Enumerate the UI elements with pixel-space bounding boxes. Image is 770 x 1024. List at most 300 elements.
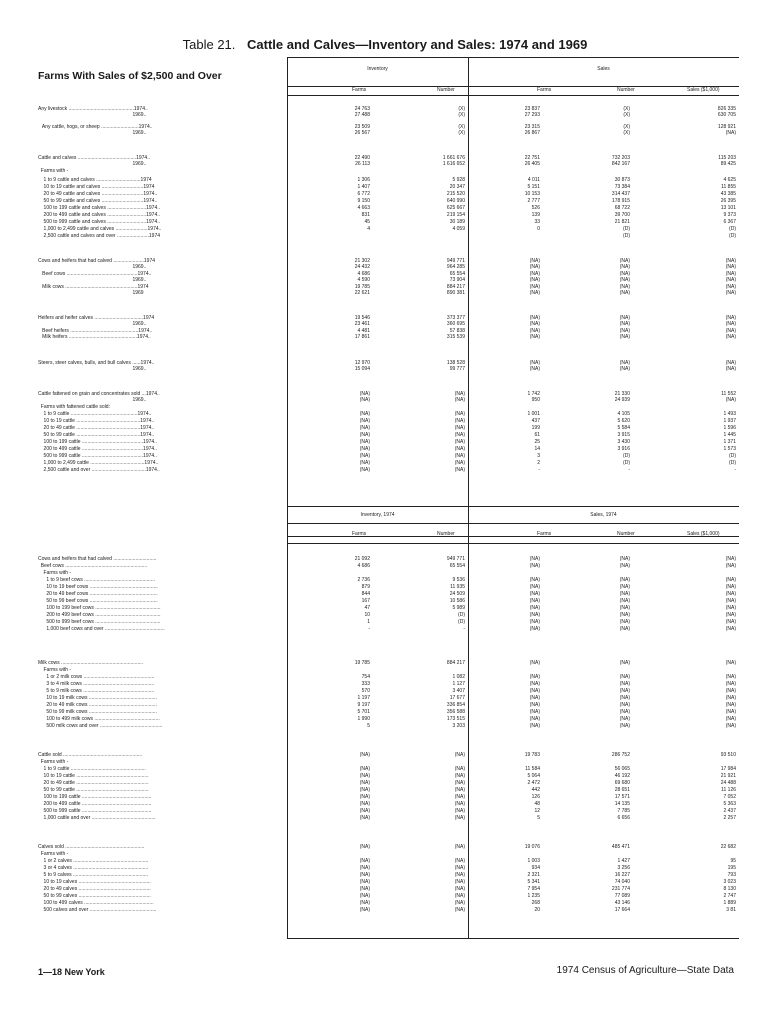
cell-sales-number: 68 722 [614,205,630,211]
row-label: 100 to 199 cattle .................................................. [38,794,152,800]
cell-sales-number: 178 915 [611,198,630,204]
cell-inventory-number: 24 509 [449,591,465,597]
cell-sales-value: 11 552 [721,391,736,397]
cell-inventory-farms: (NA) [359,801,370,807]
cell-sales-number: 17 571 [614,794,630,800]
row-label: 2,500 cattle and over .......................................1974.. [38,467,160,473]
cell-inventory-farms: (NA) [359,815,370,821]
row-label: 1969.. [38,397,147,403]
cell-sales-value: 95 [730,858,736,864]
cell-sales-farms: (NA) [529,688,540,694]
col-divider [287,58,288,536]
cell-sales-value: 4 625 [723,177,736,183]
cell-sales-value: 9 373 [723,212,736,218]
cell-inventory-number: (NA) [454,787,465,793]
cell-sales-number: 43 146 [614,900,630,906]
row-label: Any livestock ...............................................1974.. [38,106,148,112]
cell-inventory-number: 5 928 [452,177,465,183]
row-label: 5 to 9 milk cows ................................................... [38,688,155,694]
cell-sales-number: (NA) [619,556,630,562]
cell-sales-value: (NA) [725,563,736,569]
cell-inventory-number: 1 661 676 [442,155,465,161]
cell-inventory-number: 173 515 [446,716,465,722]
cell-inventory-farms: (NA) [359,844,370,850]
cell-sales-number: 69 680 [614,780,630,786]
row-label: 1 or 2 milk cows ................................................... [38,674,155,680]
cell-inventory-farms: 26 567 [354,130,370,136]
cell-sales-value: 115 203 [718,155,736,161]
cell-inventory-number: (NA) [454,780,465,786]
cell-sales-value: 8 130 [723,886,736,892]
cell-sales-farms: 27 293 [524,112,540,118]
cell-sales-number: (X) [623,112,630,118]
cell-sales-farms: 3 [537,453,540,459]
cell-inventory-number: 73 904 [449,277,465,283]
cell-sales-number: (NA) [619,688,630,694]
cell-inventory-number: 1 082 [452,674,465,680]
cell-sales-number: 4 105 [617,411,630,417]
cell-inventory-farms: 24 763 [354,106,370,112]
cell-sales-number: (NA) [619,702,630,708]
row-label: 1969.. [38,161,147,167]
cell-sales-farms: 23 837 [524,106,540,112]
cell-sales-farms: (NA) [529,264,540,270]
col-sales-value: Sales ($1,000) [687,531,720,537]
cell-sales-number: (X) [623,106,630,112]
cell-sales-farms: 2 472 [527,780,540,786]
cell-inventory-farms: (NA) [359,752,370,758]
cell-sales-farms: (NA) [529,328,540,334]
cell-sales-value: 13 101 [720,205,736,211]
cell-sales-value: (NA) [725,674,736,680]
row-label: 10 to 19 milk cows ................................................. [38,695,157,701]
cell-sales-number: (D) [623,226,630,232]
cell-sales-farms: 139 [531,212,540,218]
row-label: 200 to 499 cattle and calves ............................1974.. [38,212,161,218]
row-label: 1969.. [38,130,147,136]
cell-sales-value: 11 126 [721,787,736,793]
cell-sales-number: 3 916 [617,446,630,452]
cell-sales-value: (NA) [725,702,736,708]
cell-sales-farms: (NA) [529,612,540,618]
cell-sales-farms: 950 [531,397,540,403]
cell-sales-number: (NA) [619,695,630,701]
cell-inventory-farms: (NA) [359,794,370,800]
cell-inventory-number: 1 127 [452,681,465,687]
cell-sales-value: 1 596 [723,425,736,431]
col-farms: Farms [352,531,367,537]
row-label: 10 to 19 calves .................................................... [38,879,151,885]
cell-inventory-farms: (NA) [359,900,370,906]
cell-sales-farms: - [538,467,540,473]
cell-inventory-number: 640 990 [446,198,465,204]
cell-sales-number: (NA) [619,619,630,625]
cell-inventory-number: 315 539 [446,334,465,340]
cell-inventory-farms: 4 663 [357,205,370,211]
cell-sales-number: - [628,467,630,473]
cell-sales-number: (NA) [619,563,630,569]
col-divider [468,58,469,536]
cell-sales-farms: 934 [531,865,540,871]
cell-sales-farms: 126 [531,794,540,800]
cell-inventory-farms: (NA) [359,893,370,899]
cell-inventory-number: (NA) [454,391,465,397]
cell-sales-value: (NA) [725,366,736,372]
cell-sales-farms: (NA) [529,334,540,340]
cell-sales-number: 56 065 [614,766,630,772]
row-label: 1 to 9 cattle ...................................................... [38,766,146,772]
cell-sales-farms: 1 003 [527,858,540,864]
row-label: Beef cows ........................................................... [38,563,148,569]
cell-inventory-number: (NA) [454,446,465,452]
cell-inventory-number: 215 520 [446,191,465,197]
cell-sales-farms: (NA) [529,277,540,283]
cell-inventory-number: 1 616 652 [442,161,465,167]
cell-sales-farms: (NA) [529,591,540,597]
cell-inventory-farms: 19 785 [354,284,370,290]
cell-sales-number: (NA) [619,674,630,680]
cell-inventory-number: 57 838 [449,328,465,334]
row-label: Farms with - [38,667,72,673]
cell-inventory-number: (X) [458,112,465,118]
cell-sales-farms: 48 [534,801,540,807]
cell-inventory-number: 4 059 [452,226,465,232]
cell-sales-farms: 26 405 [524,161,540,167]
cell-inventory-number: 949 771 [446,258,465,264]
cell-sales-farms: 22 751 [524,155,540,161]
cell-sales-value: 7 052 [723,794,736,800]
cell-sales-farms: 19 076 [524,844,540,850]
row-label: 500 to 999 cattle .................................................. [38,808,152,814]
row-label: 20 to 49 cattle .................................................... [38,780,149,786]
cell-sales-farms: (NA) [529,716,540,722]
cell-sales-value: (NA) [725,619,736,625]
cell-sales-farms: (NA) [529,584,540,590]
cell-sales-number: 3 915 [617,432,630,438]
cell-sales-farms: 10 153 [524,191,540,197]
cell-inventory-number: 884 217 [446,284,465,290]
row-label: 10 to 19 cattle and calves ..............................1974 [38,184,155,190]
cell-sales-value: 1 937 [723,418,736,424]
cell-inventory-number: 5 989 [452,605,465,611]
cell-inventory-number: (NA) [454,453,465,459]
cell-sales-farms: 7 954 [527,886,540,892]
row-label: 100 to 499 milk cows ............................................... [38,716,160,722]
cell-inventory-farms: 12 970 [354,360,370,366]
cell-inventory-number: (D) [458,612,465,618]
cell-inventory-number: 17 677 [449,695,465,701]
cell-inventory-farms: (NA) [359,787,370,793]
cell-sales-value: (D) [729,233,736,239]
cell-sales-value: (NA) [725,321,736,327]
cell-inventory-farms: 4 [367,226,370,232]
cell-inventory-number: (D) [458,619,465,625]
cell-inventory-number: 964 285 [446,264,465,270]
cell-inventory-number: 3 203 [452,723,465,729]
cell-sales-value: 1 445 [723,432,736,438]
cell-sales-number: 286 752 [611,752,630,758]
row-label: 1,000 beef cows and over ........................................... [38,626,165,632]
cell-sales-value: 1 493 [723,411,736,417]
cell-inventory-farms: 333 [361,681,370,687]
cell-sales-number: (D) [623,460,630,466]
cell-sales-number: (NA) [619,315,630,321]
cell-inventory-farms: 15 094 [354,366,370,372]
col-sales-value: Sales ($1,000) [687,87,720,93]
row-label: 500 to 999 cattle ............................................1974.. [38,453,157,459]
cell-sales-farms: (NA) [529,695,540,701]
cell-sales-value: (NA) [725,277,736,283]
cell-sales-number: (NA) [619,584,630,590]
cell-inventory-number: (NA) [454,432,465,438]
row-label: 1,000 to 2,499 cattle and calves .......................1974.. [38,226,162,232]
cell-sales-value: (NA) [725,328,736,334]
cell-sales-farms: (NA) [529,598,540,604]
row-label: 3 to 4 milk cows ................................................... [38,681,155,687]
row-label: Heifers and heifer calves ...................................1974 [38,315,155,321]
cell-sales-value: 22 682 [720,844,736,850]
row-label: 3 or 4 calves ...................................................... [38,865,149,871]
row-label: 10 to 19 cattle .................................................... [38,773,149,779]
row-label: 1969.. [38,277,147,283]
cell-sales-value: (NA) [725,612,736,618]
cell-sales-number: (NA) [619,709,630,715]
cell-inventory-farms: 1 306 [357,177,370,183]
cell-sales-farms: (NA) [529,681,540,687]
cell-inventory-number: (NA) [454,801,465,807]
cell-sales-farms: 2 [537,460,540,466]
row-label: 50 to 99 milk cows ................................................. [38,709,157,715]
cell-inventory-farms: 23 509 [354,124,370,130]
cell-sales-value: 826 335 [717,106,736,112]
row-label: 100 to 199 beef cows ............................................... [38,605,161,611]
cell-inventory-number: (X) [458,124,465,130]
cell-inventory-number: (NA) [454,872,465,878]
row-label: 20 to 49 calves .................................................... [38,886,151,892]
row-label: Farms with - [38,570,72,576]
cell-inventory-number: 3 407 [452,688,465,694]
cell-sales-number: (NA) [619,334,630,340]
cell-sales-farms: (NA) [529,619,540,625]
row-label: 1969.. [38,321,147,327]
cell-sales-farms: (NA) [529,702,540,708]
cell-inventory-farms: (NA) [359,766,370,772]
cell-sales-value: 1 889 [723,900,736,906]
cell-inventory-farms: (NA) [359,411,370,417]
cell-inventory-number: 30 189 [449,219,465,225]
cell-inventory-farms: (NA) [359,453,370,459]
cell-inventory-farms: 6 772 [357,191,370,197]
table-subtitle: Farms With Sales of $2,500 and Over [38,70,222,82]
cell-inventory-farms: (NA) [359,907,370,913]
cell-sales-number: (NA) [619,284,630,290]
header-rule [287,523,739,524]
row-label: 500 calves and over ................................................ [38,907,157,913]
cell-sales-farms: (NA) [529,556,540,562]
row-label: 200 to 499 cattle ............................................1974.. [38,446,157,452]
col-number: Number [437,87,455,93]
table-title: Cattle and Calves—Inventory and Sales: 1974 and 1969 [247,37,588,52]
cell-inventory-number: (NA) [454,418,465,424]
cell-inventory-farms: - [368,626,370,632]
cell-inventory-farms: 22 490 [354,155,370,161]
cell-inventory-number: (NA) [454,844,465,850]
row-label: 5 to 9 calves ...................................................... [38,872,149,878]
col-sales-farms: Farms [537,87,552,93]
row-label: 50 to 99 beef cows ................................................. [38,598,158,604]
cell-sales-value: 26 395 [720,198,736,204]
cell-sales-number: 842 167 [611,161,630,167]
cell-sales-farms: (NA) [529,709,540,715]
cell-inventory-farms: (NA) [359,432,370,438]
cell-sales-value: (D) [729,226,736,232]
cell-inventory-farms: 26 113 [355,161,370,167]
cell-inventory-farms: 1 197 [357,695,370,701]
cell-sales-farms: 14 [534,446,540,452]
cell-inventory-number: (NA) [454,865,465,871]
cell-inventory-number: (NA) [454,886,465,892]
cell-sales-farms: 268 [531,900,540,906]
cell-sales-number: (NA) [619,660,630,666]
cell-sales-value: (NA) [725,695,736,701]
cell-sales-value: (NA) [725,681,736,687]
cell-sales-farms: 0 [537,226,540,232]
cell-sales-value: 17 984 [720,766,736,772]
row-label: Farms with fattened cattle sold: [38,404,110,410]
col-divider [468,507,469,938]
header-rule [287,543,739,544]
cell-sales-number: (NA) [619,258,630,264]
cell-sales-farms: (NA) [529,290,540,296]
cell-sales-number: 231 774 [611,886,630,892]
cell-sales-number: 21 330 [614,391,630,397]
cell-sales-number: 77 089 [614,893,630,899]
cell-inventory-farms: 21 092 [354,556,370,562]
cell-sales-number: 46 192 [614,773,630,779]
cell-sales-value: (NA) [725,360,736,366]
row-label: 50 to 99 cattle .................................................... [38,787,149,793]
cell-sales-farms: 26 867 [524,130,540,136]
cell-inventory-farms: 19 546 [354,315,370,321]
col-sales-number: Number [617,531,635,537]
cell-sales-number: (NA) [619,591,630,597]
cell-sales-value: (NA) [725,660,736,666]
cell-sales-number: 16 227 [614,872,630,878]
cell-sales-number: (NA) [619,716,630,722]
cell-sales-farms: (NA) [529,271,540,277]
row-label: Farms with - [38,168,69,174]
cell-inventory-farms: (NA) [359,439,370,445]
cell-sales-farms: (NA) [529,366,540,372]
row-label: 1969.. [38,366,147,372]
row-label: Milk cows ....................................................1974 [38,284,149,290]
cell-inventory-number: (NA) [454,893,465,899]
cell-inventory-number: (NA) [454,794,465,800]
cell-sales-farms: (NA) [529,360,540,366]
col-divider [287,507,288,938]
cell-sales-value: 43 385 [720,191,736,197]
row-label: 20 to 49 cattle ..............................................1974.. [38,425,155,431]
cell-sales-number: 6 656 [617,815,630,821]
cell-sales-value: 21 921 [720,773,736,779]
cell-inventory-number: (NA) [454,815,465,821]
row-label: Any cattle, hogs, or sheep ...........................1974.. [38,124,153,130]
row-label: Cows and heifers that had calved ......................1974 [38,258,156,264]
cell-sales-farms: (NA) [529,284,540,290]
cell-sales-value: 11 855 [721,184,736,190]
cell-sales-value: 793 [727,872,736,878]
cell-inventory-farms: 879 [361,584,370,590]
cell-inventory-number: 625 667 [446,205,465,211]
cell-inventory-farms: 21 302 [354,258,370,264]
cell-sales-farms: 5 341 [527,879,540,885]
cell-sales-number: (NA) [619,605,630,611]
cell-inventory-farms: 17 861 [354,334,370,340]
cell-sales-number: 39 700 [614,212,630,218]
cell-sales-value: (D) [729,453,736,459]
cell-sales-value: (NA) [725,284,736,290]
row-label: Calves sold ......................................................... [38,844,145,850]
cell-sales-number: 7 785 [617,808,630,814]
cell-inventory-number: 10 586 [449,598,465,604]
cell-sales-value: (NA) [725,556,736,562]
cell-sales-number: (NA) [619,271,630,277]
cell-inventory-farms: 47 [364,605,370,611]
cell-sales-value: 3 81 [726,907,736,913]
cell-sales-number: 74 040 [614,879,630,885]
cell-inventory-farms: 19 785 [354,660,370,666]
cell-inventory-farms: 5 701 [357,709,370,715]
cell-sales-farms: 5 064 [527,773,540,779]
cell-sales-number: (NA) [619,577,630,583]
cell-inventory-number: (X) [458,130,465,136]
cell-inventory-number: 20 347 [449,184,465,190]
row-label: 1,000 cattle and over .............................................. [38,815,156,821]
table-number: Table 21. [182,37,236,52]
cell-sales-value: (NA) [725,271,736,277]
cell-sales-number: 28 651 [614,787,630,793]
cell-sales-farms: 61 [534,432,540,438]
row-label: 10 to 19 beef cows ................................................. [38,584,158,590]
group-sales: Sales [597,66,610,72]
cell-inventory-farms: (NA) [359,858,370,864]
cell-sales-number: 5 584 [617,425,630,431]
cell-inventory-number: 890 381 [446,290,465,296]
row-label: 500 to 999 cattle and calves ............................1974.. [38,219,161,225]
cell-inventory-number: (NA) [454,439,465,445]
cell-inventory-farms: 9 150 [357,198,370,204]
row-label: 1969 [38,290,144,296]
cell-sales-number: (D) [623,453,630,459]
cell-sales-farms: 25 [534,439,540,445]
cell-sales-value: 128 921 [717,124,736,130]
cell-inventory-number: 99 777 [449,366,465,372]
cell-sales-value: (NA) [725,584,736,590]
cell-sales-value: (NA) [725,598,736,604]
cell-inventory-number: (NA) [454,460,465,466]
cell-inventory-number: (NA) [454,808,465,814]
cell-inventory-number: (NA) [454,766,465,772]
cell-sales-value: 1 573 [723,446,736,452]
cell-sales-farms: (NA) [529,626,540,632]
cell-inventory-number: 65 554 [449,271,465,277]
col-sales-number: Number [617,87,635,93]
row-label: Beef cows ...................................................1974.. [38,271,152,277]
cell-inventory-farms: 2 736 [357,577,370,583]
footer-source: 1974 Census of Agriculture—State Data [556,965,734,976]
cell-sales-number: (NA) [619,681,630,687]
cell-sales-number: 21 821 [614,219,630,225]
